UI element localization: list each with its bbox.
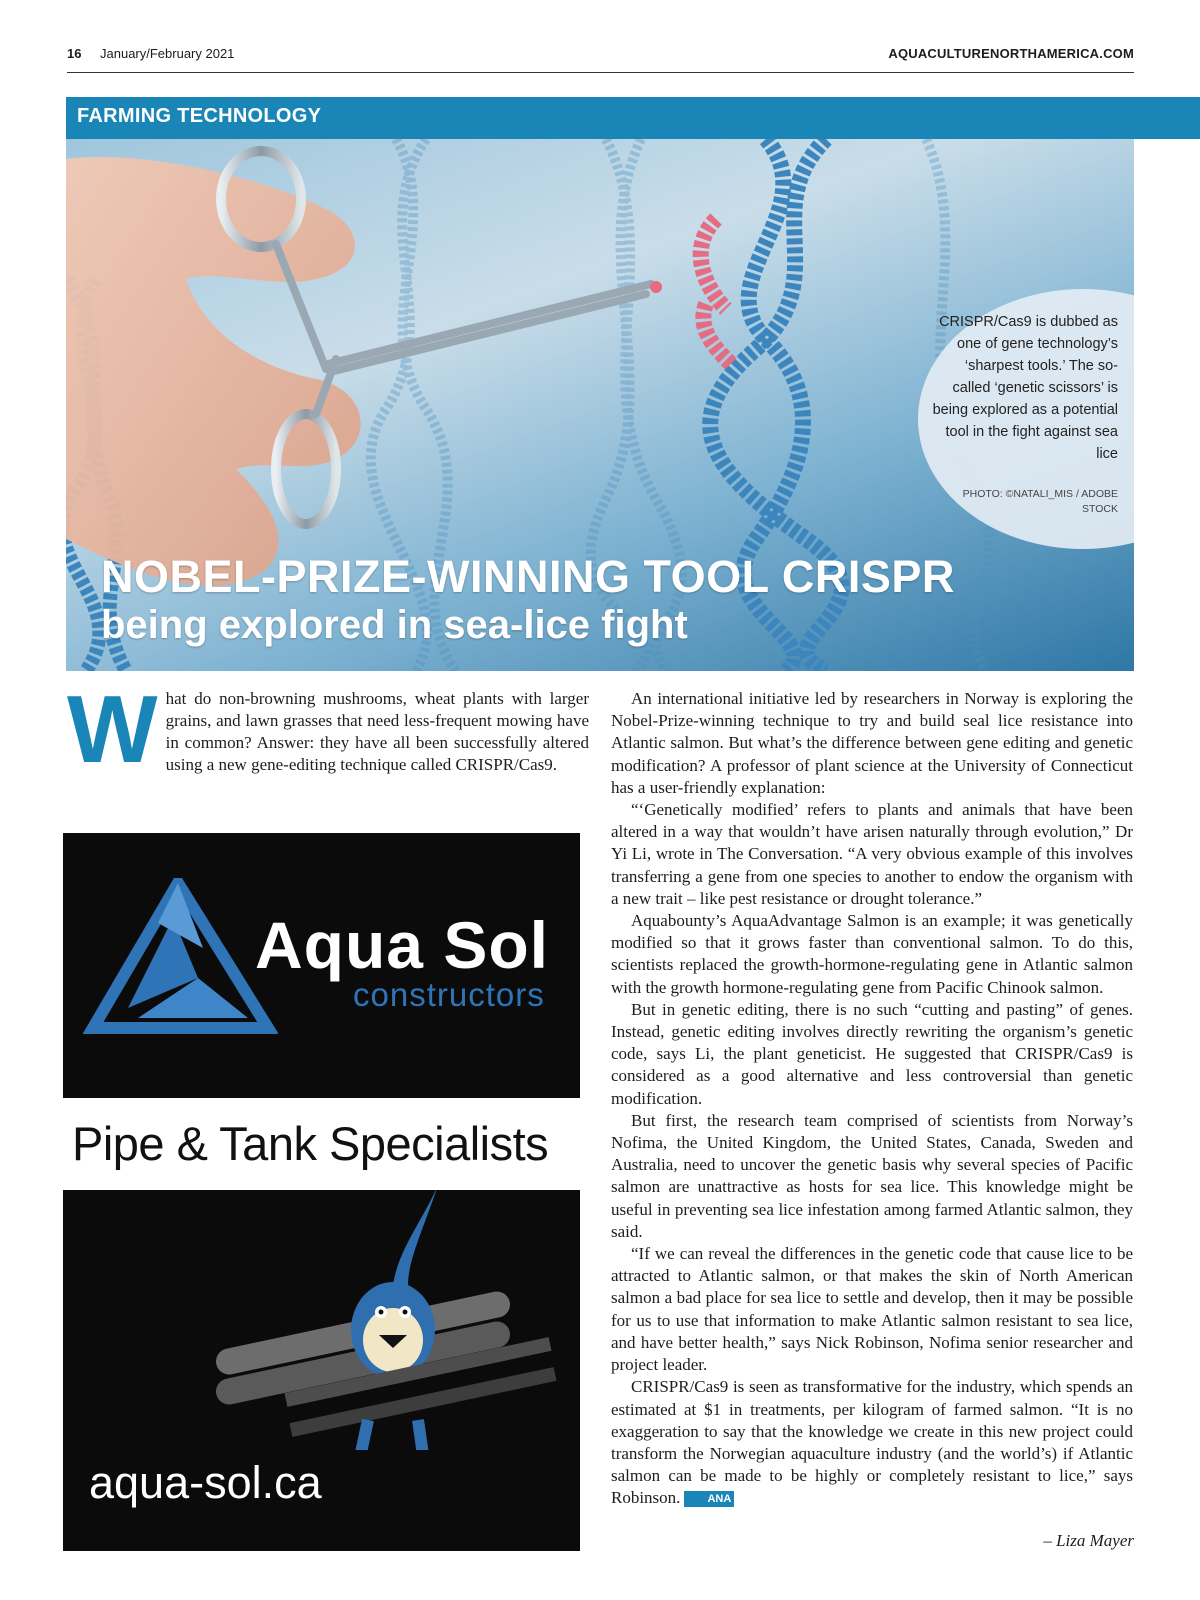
article-paragraph: But first, the research team comprised of scientists from Norway’s Nofima, the United Kingdom, the United States, Canada, Sweden and Australia, need to uncover the genetic basis why several species of Pacific salmon are unattractive as hosts for sea lice. This knowledge might be useful in preventing sea lice infestation among farmed Atlantic salmon, they said. (611, 1110, 1133, 1241)
end-mark-icon: ANA (684, 1491, 734, 1507)
hero-image (66, 139, 1134, 671)
article-paragraph: An international initiative led by researchers in Norway is exploring the Nobel-Prize-winning technique to try and build seal lice resistance into Atlantic salmon. But what’s the difference between gene editing and genetic modification? A professor of plant science at the University of Connecticut has a user-friendly explanation: (611, 689, 1133, 797)
section-banner (66, 97, 1200, 139)
article-headline (101, 551, 955, 647)
article-paragraph: But in genetic editing, there is no such “cutting and pasting” of genes. Instead, genetic editing involves directly rewriting the organism’s genetic code, says Li, the plant geneticist. He suggested that CRISPR/Cas9 is considered as a good alternative and less controversial than genetic modification. (611, 999, 1133, 1108)
article-paragraph-text: “‘Genetically modified’ refers to plants and animals that have been altered in a way that wouldn’t have arisen naturally through evolution,” Dr Yi Li, wrote in The Conversation. “A very obvious example of this involves transferring a gene from one species to another to endow the organism with a new trait – like pest resistance or drought tolerance.” (611, 800, 1133, 908)
page-header (67, 44, 1134, 73)
aqua-sol-advertisement[interactable] (63, 833, 580, 1551)
ad-brand-subtitle: constructors (353, 976, 545, 1013)
article-lead (67, 676, 589, 783)
issue-date: January/February 2021 (100, 46, 235, 61)
ad-website-link[interactable]: aqua-sol.ca (89, 1457, 322, 1508)
ad-logo-panel (63, 833, 580, 1098)
drop-cap: W (67, 676, 158, 783)
author-byline: – Liza Mayer (1043, 1531, 1134, 1550)
article-body (611, 688, 1133, 1510)
section-title: FARMING TECHNOLOGY (77, 105, 322, 127)
page-number: 16 (67, 46, 82, 61)
article-paragraph (611, 1376, 1133, 1509)
lead-text: hat do non-browning mushrooms, wheat plants with larger grains, and lawn grasses that need less-frequent mowing have in common? Answer: they have all been successfully altered using a new gene-editing technique called CRISPR/Cas9. (165, 689, 589, 774)
photo-credit: PHOTO: ©NATALI_MIS / ADOBE STOCK (962, 488, 1118, 515)
ad-brand-name: Aqua Sol (255, 908, 550, 982)
triangle-logo-icon (78, 878, 278, 1038)
headline-line-2: being explored in sea-lice fight (101, 603, 688, 647)
site-url[interactable]: AQUACULTURENORTHAMERICA.COM (888, 46, 1134, 61)
mascot-with-pipes-icon (63, 1190, 580, 1450)
article-paragraph: Aquabounty’s AquaAdvantage Salmon is an example; it was genetically modified so that it grows faster than conventional salmon. To do this, scientists replaced the growth-hormone-regulating gene in Atlantic salmon with the growth hormone-regulating gene from Pacific Chinook salmon. (611, 911, 1133, 997)
headline-line-1: NOBEL-PRIZE-WINNING TOOL CRISPR (101, 551, 955, 602)
article-paragraph (611, 799, 1133, 910)
ad-tagline: Pipe & Tank Specialists (72, 1117, 549, 1170)
article-paragraph-text: CRISPR/Cas9 is seen as transformative for the industry, which spends an estimated at $1 in treatments, per kilogram of farmed salmon. “It is no exaggeration to say that the knowledge we create in this new project could transform the Norwegian aquaculture industry (and the world’s) if Atlantic salmon can be made to be highly or completely resistant to lice,” says Robinson. (611, 1377, 1133, 1508)
photo-caption: CRISPR/Cas9 is dubbed as one of gene technology’s ‘sharpest tools.’ The so-called ‘genetic scissors’ is being explored as a potential tool in the fight against sea lice (932, 314, 1118, 462)
article-paragraph: “If we can reveal the differences in the genetic code that cause lice to be attracted to Atlantic salmon, or that makes the skin of North American salmon a bad place for sea lice to settle and develop, then it may be possible for us to use that information to make Atlantic salmon resistant to sea lice, and have better health,” says Nick Robinson, Nofima senior researcher and project leader. (611, 1244, 1133, 1375)
